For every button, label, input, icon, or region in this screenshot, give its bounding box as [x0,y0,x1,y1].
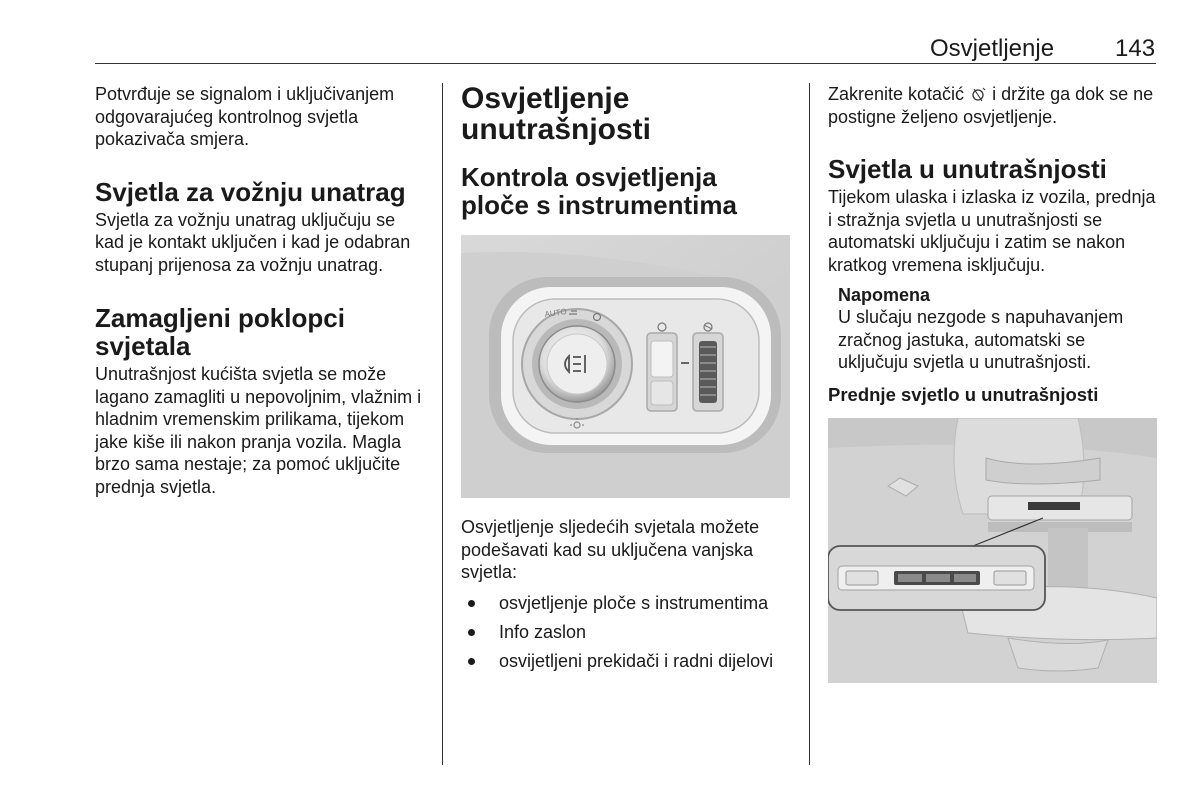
note-text: U slučaju nezgode s napuhavanjem zračnog jastuka, automatski se uključuju svjetla u unutrašnjosti. [838,307,1124,372]
interior-lights-paragraph: Tijekom ulaska i izlaska iz vozila, prednja i stražnja svjetla u unutrašnjosti se automatski uključuju i zatim se nakon kratkog vremena isključuju. [828,187,1156,275]
adjustable-lights-list [461,592,791,672]
bullet-icon [468,629,475,636]
fogged-covers-heading: Zamagljeni poklopci svjetala [95,303,345,361]
column-left [95,83,425,498]
instrument-panel-heading: Kontrola osvjetljenja ploče s instrumentima [461,162,737,220]
bullet-icon [468,600,475,607]
adjustable-lights-paragraph: Osvjetljenje sljedećih svjetala možete podešavati kad su uključena vanjska svjetla: [461,517,760,582]
running-header-title: Osvjetljenje [930,35,1055,62]
bullet-icon [468,658,475,665]
light-switch-panel-illustration [461,235,790,498]
column-middle [461,83,791,679]
header-rule [95,63,1156,64]
dimmer-paragraph: Zakrenite kotačić i držite ga dok se ne postigne željeno osvjetljenje. [828,84,1154,127]
list-item: osvijetljeni prekidači i radni dijelovi [461,650,791,672]
column-right [828,83,1158,683]
intro-paragraph: Potvrđuje se signalom i uključivanjem odgovarajućeg kontrolnog svjetla pokazivača smjera. [95,84,395,149]
list-item: Info zaslon [461,621,791,643]
page-number: 143 [1115,35,1156,62]
column-divider-right [809,83,810,765]
front-interior-light-illustration [828,418,1157,683]
interior-lights-heading: Svjetla u unutrašnjosti [828,154,1107,184]
reverse-lights-paragraph: Svjetla za vožnju unatrag uključuju se kad je kontakt uključen i kad je odabran stupanj prijenosa za vožnju unatrag. [95,209,411,275]
fogged-covers-paragraph: Unutrašnjost kućišta svjetla se može lagano zamagliti u nepovoljnim, vlažnim i hladnim vremenskim prilikama, tijekom jake kiše ili nakon pranja vozila. Magla brzo sama nestaje; za pomoć uključite prednja svjetla. [95,364,422,497]
list-item: osvjetljenje ploče s instrumentima [461,592,791,614]
interior-lighting-heading: Osvjetljenje unutrašnjosti [461,82,652,146]
auto-label: AUTO [544,306,568,319]
dimmer-wheel-icon [969,86,987,102]
note-box [828,284,1158,374]
column-divider-left [442,83,443,765]
reverse-lights-heading: Svjetla za vožnju unatrag [95,176,406,207]
note-title: Napomena [838,285,931,305]
front-interior-light-heading: Prednje svjetlo u unutrašnjosti [828,383,1099,405]
